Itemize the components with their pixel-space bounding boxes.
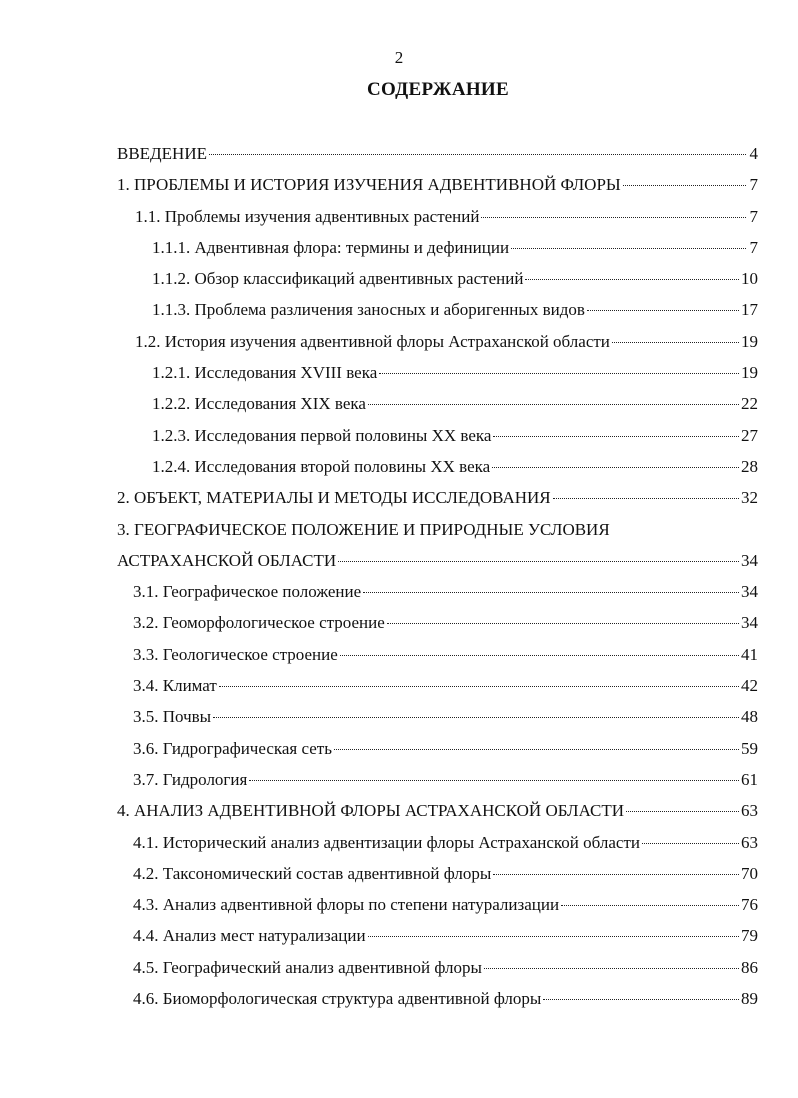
toc-entry-page: 32 [741, 488, 758, 508]
toc-entry-section-3-3[interactable] [0, 643, 798, 674]
toc-entry-label: 1.1.1. Адвентивная флора: термины и дефиниции [152, 237, 510, 257]
toc-entry-section-1-1[interactable] [0, 205, 798, 236]
toc-entry-section-1-1-1[interactable] [0, 236, 798, 267]
toc-entry-page: 19 [741, 331, 758, 351]
toc-entry-page: 63 [741, 832, 758, 852]
toc-entry-label: 1.2.1. Исследования XVIII века [152, 363, 378, 383]
toc-entry-page: 48 [741, 707, 758, 727]
toc-entry-label: 4.5. Географический анализ адвентивной флоры [133, 957, 482, 977]
toc-entry-label: 1.2.4. Исследования второй половины XX века [152, 456, 491, 476]
toc-entry-label: 1.2.3. Исследования первой половины XX века [152, 425, 492, 445]
dot-leader [587, 310, 739, 311]
dot-leader [612, 342, 739, 343]
dot-leader [368, 404, 739, 405]
toc-entry-page: 61 [741, 769, 758, 789]
toc-entry-label: 3.7. Гидрология [133, 769, 248, 789]
toc-entry-page: 4 [749, 144, 758, 163]
toc-entry-page: 22 [741, 394, 758, 414]
dot-leader [213, 717, 739, 718]
toc-entry-page: 19 [741, 363, 758, 383]
toc-entry-page: 34 [741, 582, 758, 602]
toc-entry-label: 1. ПРОБЛЕМЫ И ИСТОРИЯ ИЗУЧЕНИЯ АДВЕНТИВНОЙ ФЛОРЫ [117, 175, 621, 195]
toc-entry-section-3-4[interactable] [0, 674, 798, 705]
dot-leader [511, 248, 746, 249]
toc-entry-page: 42 [741, 676, 758, 696]
dot-leader [553, 498, 739, 499]
toc-entry-label: 4.2. Таксономический состав адвентивной флоры [133, 863, 492, 883]
dot-leader [492, 467, 739, 468]
toc-entry-label: 2. ОБЪЕКТ, МАТЕРИАЛЫ И МЕТОДЫ ИССЛЕДОВАНИЯ [117, 488, 551, 508]
dot-leader [623, 185, 746, 186]
toc-entry-section-4-6[interactable] [0, 987, 798, 1018]
toc-entry-introduction[interactable] [0, 142, 798, 173]
dot-leader [642, 843, 739, 844]
toc-entry-section-3-7[interactable] [0, 768, 798, 799]
toc-entry-label: 3.5. Почвы [133, 707, 212, 727]
toc-entry-page: 70 [741, 863, 758, 883]
dot-leader [525, 279, 739, 280]
toc-entry-label: 3.4. Климат [133, 676, 217, 696]
toc-entry-label: 4.1. Исторический анализ адвентизации флоры Астраханской области [133, 832, 640, 852]
dot-leader [484, 968, 739, 969]
toc-entry-label: 4.6. Биоморфологическая структура адвентивной флоры [133, 989, 542, 1009]
dot-leader [338, 561, 739, 562]
toc-entry-section-4-5[interactable] [0, 956, 798, 987]
toc-entry-label: 4. АНАЛИЗ АДВЕНТИВНОЙ ФЛОРЫ АСТРАХАНСКОЙ ОБЛАСТИ [117, 801, 625, 821]
dot-leader [209, 154, 746, 155]
toc-entry-section-1-2-4[interactable] [0, 455, 798, 486]
toc-entry-label: ВВЕДЕНИЕ [117, 144, 207, 163]
toc-entry-chapter-2[interactable] [0, 486, 798, 517]
dot-leader [249, 780, 739, 781]
toc-entry-label: 1.2. История изучения адвентивной флоры Астраханской области [135, 331, 610, 351]
toc-entry-section-4-4[interactable] [0, 924, 798, 955]
toc-entry-page: 10 [741, 269, 758, 289]
toc-entry-page: 28 [741, 456, 758, 476]
toc-entry-section-1-2[interactable] [0, 330, 798, 361]
toc-entry-section-3-1[interactable] [0, 580, 798, 611]
toc-entry-page: 7 [749, 237, 758, 257]
table-of-contents [0, 142, 798, 1018]
toc-entry-section-1-2-1[interactable] [0, 361, 798, 392]
toc-entry-page: 76 [741, 895, 758, 915]
toc-entry-label: 1.2.2. Исследования XIX века [152, 394, 366, 414]
toc-entry-page: 86 [741, 957, 758, 977]
toc-entry-chapter-3[interactable] [0, 518, 798, 549]
toc-entry-section-1-2-2[interactable] [0, 392, 798, 423]
dot-leader [340, 655, 739, 656]
toc-entry-chapter-3-continued[interactable] [0, 549, 798, 580]
page-number: 2 [394, 48, 404, 67]
toc-entry-label: 1.1. Проблемы изучения адвентивных растений [135, 206, 480, 226]
toc-entry-section-3-2[interactable] [0, 611, 798, 642]
toc-entry-label: 4.3. Анализ адвентивной флоры по степени натурализации [133, 895, 560, 915]
toc-entry-section-4-3[interactable] [0, 893, 798, 924]
toc-entry-label: 1.1.3. Проблема различения заносных и аборигенных видов [152, 300, 585, 320]
dot-leader [219, 686, 739, 687]
toc-entry-label: 3.2. Геоморфологическое строение [133, 613, 385, 633]
dot-leader [543, 999, 739, 1000]
toc-entry-label: АСТРАХАНСКОЙ ОБЛАСТИ [117, 550, 337, 570]
toc-entry-page: 7 [749, 175, 758, 195]
toc-entry-label: 3. ГЕОГРАФИЧЕСКОЕ ПОЛОЖЕНИЕ И ПРИРОДНЫЕ УСЛОВИЯ [117, 519, 610, 539]
dot-leader [334, 749, 739, 750]
toc-entry-section-4-1[interactable] [0, 831, 798, 862]
toc-entry-section-1-2-3[interactable] [0, 424, 798, 455]
dot-leader [493, 874, 739, 875]
toc-entry-label: 3.3. Геологическое строение [133, 644, 338, 664]
toc-entry-chapter-4[interactable] [0, 799, 798, 830]
toc-entry-section-1-1-2[interactable] [0, 267, 798, 298]
toc-entry-page: 17 [741, 300, 758, 320]
toc-entry-page: 79 [741, 926, 758, 946]
dot-leader [368, 936, 739, 937]
dot-leader [363, 592, 739, 593]
toc-entry-label: 1.1.2. Обзор классификаций адвентивных растений [152, 269, 524, 289]
toc-entry-chapter-1[interactable] [0, 173, 798, 204]
toc-entry-page: 34 [741, 613, 758, 633]
toc-entry-page: 89 [741, 989, 758, 1009]
toc-entry-label: 4.4. Анализ мест натурализации [133, 926, 366, 946]
dot-leader [626, 811, 739, 812]
toc-entry-label: 3.1. Географическое положение [133, 582, 362, 602]
toc-entry-page: 41 [741, 644, 758, 664]
toc-entry-label: 3.6. Гидрографическая сеть [133, 738, 332, 758]
toc-entry-page: 27 [741, 425, 758, 445]
dot-leader [481, 217, 746, 218]
dot-leader [379, 373, 739, 374]
dot-leader [561, 905, 739, 906]
toc-entry-section-3-6[interactable] [0, 737, 798, 768]
toc-entry-section-4-2[interactable] [0, 862, 798, 893]
toc-entry-section-1-1-3[interactable] [0, 298, 798, 329]
toc-entry-page: 59 [741, 738, 758, 758]
toc-entry-page: 63 [741, 801, 758, 821]
dot-leader [387, 623, 739, 624]
toc-entry-page: 7 [749, 206, 758, 226]
dot-leader [493, 436, 739, 437]
toc-entry-page: 34 [741, 550, 758, 570]
page-title: СОДЕРЖАНИЕ [367, 79, 509, 100]
toc-entry-section-3-5[interactable] [0, 705, 798, 736]
